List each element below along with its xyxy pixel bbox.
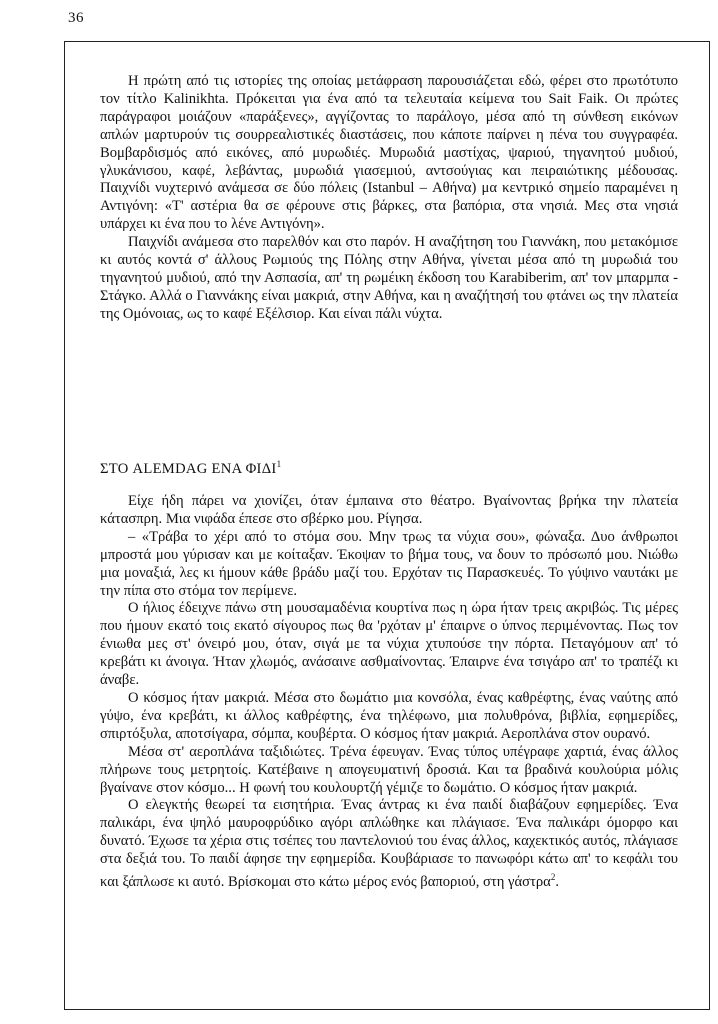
story-paragraph: Είχε ήδη πάρει να χιονίζει, όταν έμπαινα στο θέατρο. Βγαίνοντας βρήκα την πλατεία κάτασπρη. Μια νιφάδα έπεσε στο σβέρκο μου. Ρίγησα. (100, 493, 678, 527)
story-title-text: ΣΤΟ ALEMDAG ΕΝΑ ΦΙΔΙ (100, 460, 277, 477)
footnote-marker: 2 (550, 872, 556, 883)
story-last-end: . (555, 873, 559, 890)
story-paragraph (100, 797, 678, 891)
story-paragraph: – «Τράβα το χέρι από το στόμα σου. Μην τρως τα νύχια σου», φώναξα. Δυο άνθρωποι μπροστά μου γύρισαν και με κοίταξαν. Έκοψαν το βήμα τους, να δουν το πρόσωπό μου. Νιώθω μια μοναξιά, λες κι ήμουν κάθε βράδυ μαζί του. Ερχόταν τις Παρασκευές. Το γύψινο ναυτάκι με την πίπα στο στόμα τον περίμενε. (100, 528, 678, 599)
story-title (100, 459, 281, 478)
footnote-marker: 1 (276, 459, 282, 469)
story-body (100, 493, 678, 892)
story-paragraph: Μέσα στ' αεροπλάνα ταξιδιώτες. Τρένα έφευγαν. Ένας τύπος υπέγραφε χαρτιά, ένας άλλος πλήρωνε τους μετρητοίς. Κατέβαινε η απογευματινή δροσιά. Και τα βραδινά κουλούρια μόλις βγαίνανε στον κόσμο... Η φωνή του κουλουρτζή γέμιζε το δωμάτιο. Ο κόσμος ήταν μακριά. (100, 743, 678, 796)
page-number: 36 (68, 10, 84, 26)
story-last-text: Ο ελεγκτής θεωρεί τα εισητήρια. Ένας άντρας κι ένα παιδί διαβάζουν εφημερίδες. Ένα παλικάρι, ένα ψηλό μαυροφρύδικο αγόρι απλώθηκε και πλάγιασε. Ένα παλικάρι όμορφο και δυνατό. Έχωσε τα χέρια στις τσέπες του παντελονιού του ένας άλλος, καχεκτικός αυτός, πλάγιασε στα δεξιά του. Το παιδί άφησε την εφημερίδα. Κουβάριασε το πανωφόρι κάτω απ' το κεφάλι του και ξάπλωσε κι αυτό. Βρίσκομαι στο κάτω μέρος ενός βαποριού, στη γάστρα (100, 797, 678, 890)
story-paragraph: Ο κόσμος ήταν μακριά. Μέσα στο δωμάτιο μια κονσόλα, ένας καθρέφτης, ένας ναύτης από γύψο, ένα κρεβάτι, κι άλλος καθρέφτης, ένα τηλέφωνο, μια πολυθρόνα, βιβλία, εφημερίδες, σπιρτόξυλα, αποτσίγαρα, σόμπα, κουβέρτα. Ο κόσμος ήταν μακριά. Αεροπλάνα στον ουρανό. (100, 689, 678, 742)
intro-paragraph: Παιχνίδι ανάμεσα στο παρελθόν και στο παρόν. Η αναζήτηση του Γιαννάκη, που μετακόμισε κι αυτός κοντά σ' άλλους Ρωμιούς της Πόλης στην Αθήνα, γίνεται μέσα από τη μυρωδιά του τηγανητού μυδιού, από την Ασπασία, απ' τη ρωμέικη έκδοση του Karabiberim, απ' τον μπαρμπα - Στάγκο. Αλλά ο Γιαννάκης είναι μακριά, στην Αθήνα, και η αναζήτησή του φτάνει ως την πλατεία της Ομόνοιας, ως το καφέ Εξέλσιορ. Και είναι πάλι νύχτα. (100, 234, 678, 322)
intro-paragraph: Η πρώτη από τις ιστορίες της οποίας μετάφραση παρουσιάζεται εδώ, φέρει στο πρωτότυπο τον τίτλο Kalinikhta. Πρόκειται για ένα από τα τελευταία κείμενα του Sait Faik. Οι πρώτες παράγραφοι μοιάζουν «παράξενες», αγγίζοντας το παράλογο, μέσα από τη σύνθεση εικόνων απλών μαρτυρούν τις σουρρεαλιστικές διαστάσεις, που κάποτε παίρνει η πένα του συγγραφέα. Βομβαρδισμός από εικόνες, από μυρωδιές. Μυρωδιά μαστίχας, ψαριού, τηγανητού μυδιού, γλυκάνισου, καφέ, λεβάντας, μυρωδιά γιασεμιού, αντσούγιας και πειραιώτικης μέδουσας. Παιχνίδι νυχτερινό ανάμεσα σε δύο πόλεις (Istanbul – Αθήνα) μα κεντρικό σημείο παραμένει η Αντιγόνη: «Τ' αστέρια θα σε φέρουνε στις βάρκες, στα βαπόρια, στα νησιά. Μες στα νησιά υπάρχει κι ένα που το λένε Αντιγόνη». (100, 73, 678, 233)
story-paragraph: Ο ήλιος έδειχνε πάνω στη μουσαμαδένια κουρτίνα πως η ώρα ήταν τρεις ακριβώς. Τις μέρες που ήμουν εκατό τοις εκατό σίγουρος πως θα 'ρχόταν μ' έπαιρνε ο ύπνος περιμένοντας. Πως τον ένιωθα μες στ' όνειρό μου, όταν, σιγά με τα νύχια χτυπούσε την πόρτα. Πεταγόμουν απ' τό κρεβάτι κι άνοιγα. Ήταν χλωμός, ανάσαινε ασθμαίνοντας. Έπαιρνε ένα τσιγάρο απ' το τραπέζι κι άναβε. (100, 600, 678, 689)
intro-section (100, 73, 678, 324)
